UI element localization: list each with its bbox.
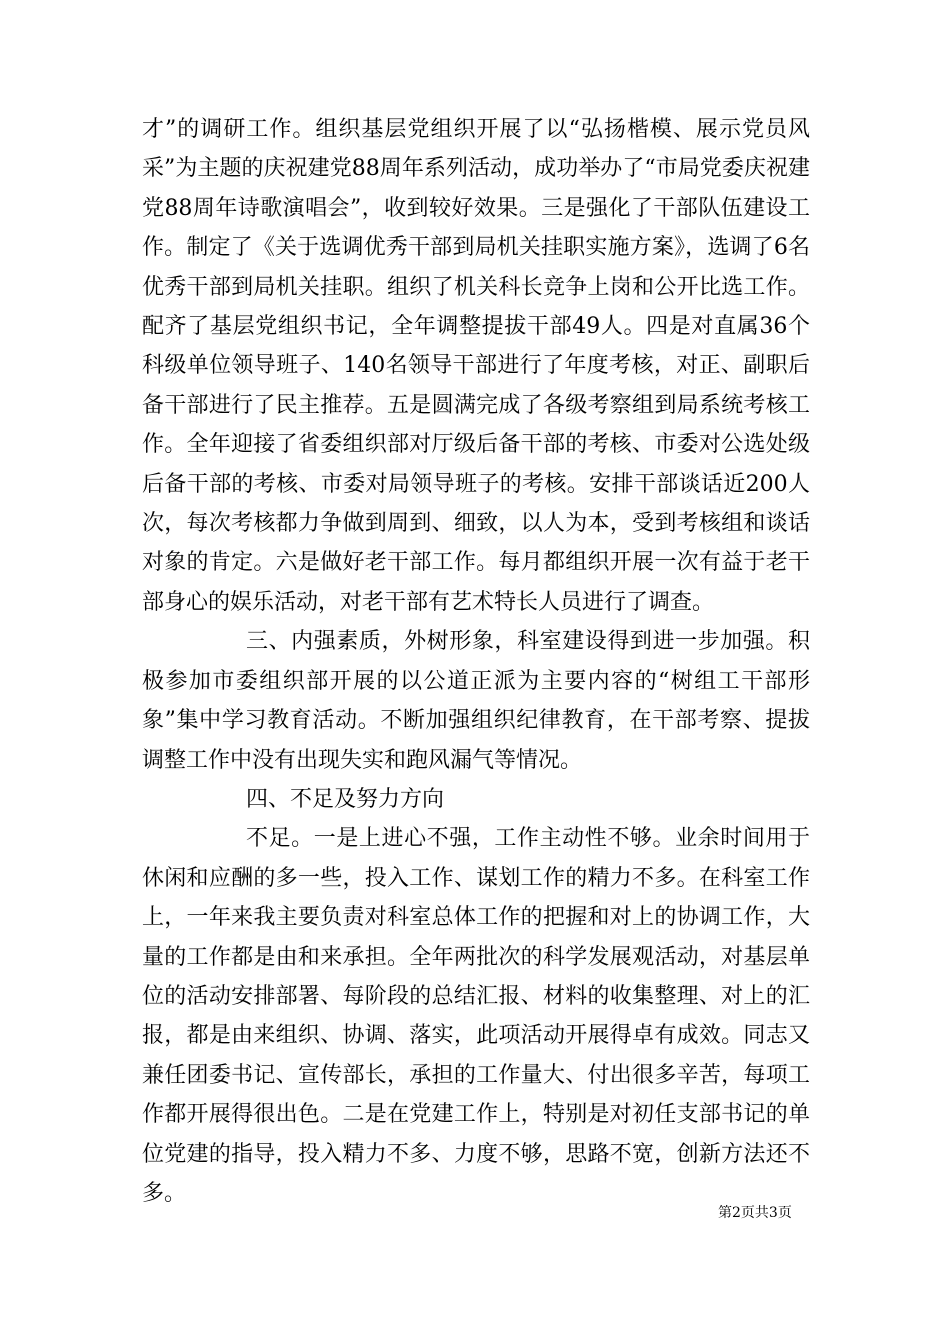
- paragraph-section-three: 三、内强素质，外树形象，科室建设得到进一步加强。积极参加市委组织部开展的以公道正派为主要内容的“树组工干部形象”集中学习教育活动。不断加强组织纪律教育，在干部考察、提拔调整工作中没有出现失实和跑风漏气等情况。: [142, 629, 810, 773]
- page-number-footer: 第2页共3页: [718, 1205, 792, 1221]
- section-heading-four: 四、不足及努力方向: [246, 786, 445, 812]
- document-body: [142, 110, 810, 1213]
- paragraph-shortcomings: 不足。一是上进心不强，工作主动性不够。业余时间用于休闲和应酬的多一些，投入工作、谋划工作的精力不多。在科室工作上，一年来我主要负责对科室总体工作的把握和对上的协调工作，大量的工作都是由和来承担。全年两批次的科学发展观活动，对基层单位的活动安排部署、每阶段的总结汇报、材料的收集整理、对上的汇报，都是由来组织、协调、落实，此项活动开展得卓有成效。同志又兼任团委书记、宣传部长，承担的工作量大、付出很多辛苦，每项工作都开展得很出色。二是在党建工作上，特别是对初任支部书记的单位党建的指导，投入精力不多、力度不够，思路不宽，创新方法还不多。: [142, 826, 810, 1206]
- paragraph-continued: 才”的调研工作。组织基层党组织开展了以“弘扬楷模、展示党员风采”为主题的庆祝建党88周年系列活动，成功举办了“市局党委庆祝建党88周年诗歌演唱会”，收到较好效果。三是强化了干部队伍建设工作。制定了《关于选调优秀干部到局机关挂职实施方案》，选调了6名优秀干部到局机关挂职。组织了机关科长竞争上岗和公开比选工作。配齐了基层党组织书记，全年调整提拔干部49人。四是对直属36个科级单位领导班子、140名领导干部进行了年度考核，对正、副职后备干部进行了民主推荐。五是圆满完成了各级考察组到局系统考核工作。全年迎接了省委组织部对厅级后备干部的考核、市委对公选处级后备干部的考核、市委对局领导班子的考核。安排干部谈话近200人次，每次考核都力争做到周到、细致，以人为本，受到考核组和谈话对象的肯定。六是做好老干部工作。每月都组织开展一次有益于老干部身心的娱乐活动，对老干部有艺术特长人员进行了调查。: [142, 117, 810, 615]
